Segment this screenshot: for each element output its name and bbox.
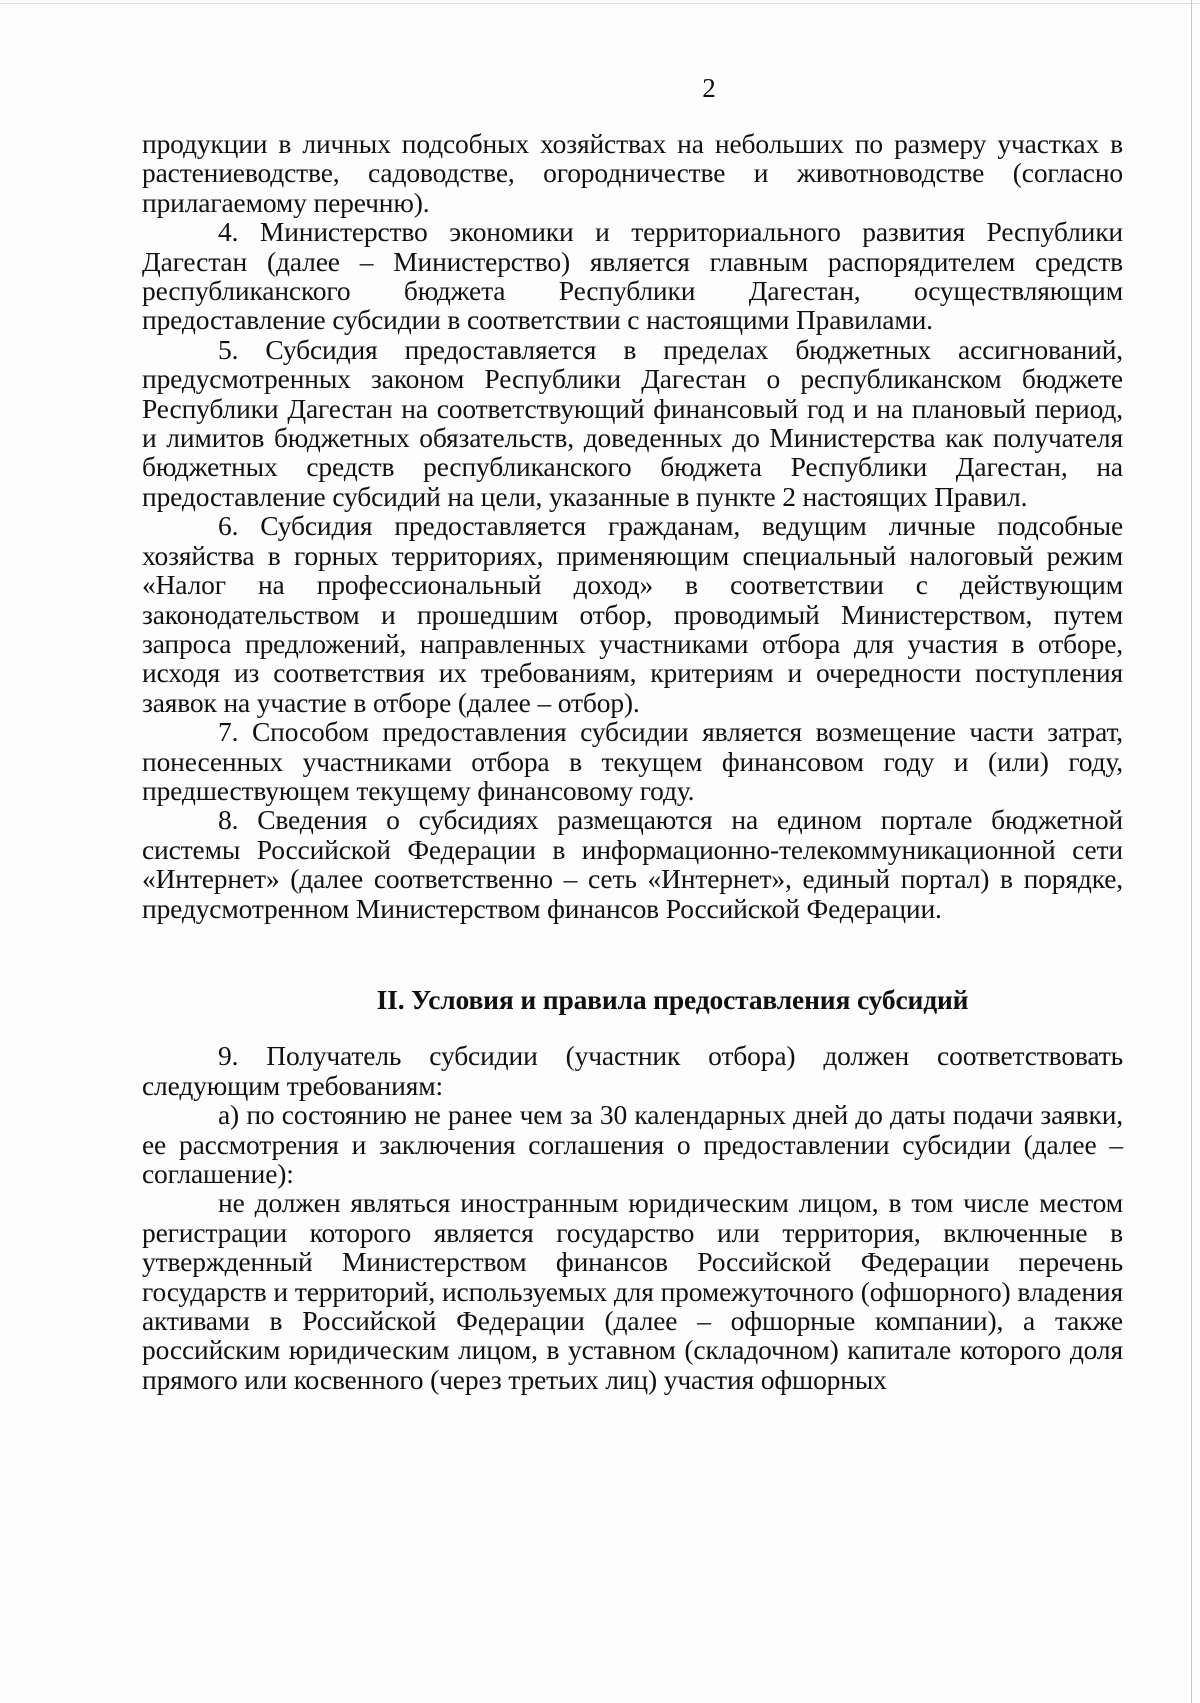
page-number: 2 (702, 73, 716, 103)
paragraph-9a-requirement: не должен являться иностранным юридическим лицом, в том числе местом регистрации которого является государство или территория, включенные в утвержденный Министерством финансов Российской Федерации перечень государств и территорий, используемых для промежуточного (офшорного) владения активами в Российской Федерации (далее – офшорные компании), а также российским юридическим лицом, в уставном (складочном) капитале которого доля прямого или косвенного (через третьих лиц) участия офшорных (142, 1187, 1123, 1395)
paragraph-6: 6. Субсидия предоставляется гражданам, ведущим личные подсобные хозяйства в горных территориях, применяющим специальный налоговый режим «Налог на профессиональный доход» в соответствии с действующим законодательством и прошедшим отбор, проводимый Министерством, путем запроса предложений, направленных участниками отбора для участия в отборе, исходя из соответствия их требованиям, критериям и очередности поступления заявок на участие в отборе (далее – отбор). (142, 510, 1123, 718)
document-body (142, 129, 1123, 1394)
paragraph-5: 5. Субсидия предоставляется в пределах бюджетных ассигнований, предусмотренных законом Республики Дагестан о республиканском бюджете Республики Дагестан на соответствующий финансовый год и на плановый период, и лимитов бюджетных обязательств, доведенных до Министерства как получателя бюджетных средств республиканского бюджета Республики Дагестан, на предоставление субсидий на цели, указанные в пункте 2 настоящих Правил. (142, 333, 1123, 512)
paragraph-continuation: продукции в личных подсобных хозяйствах на небольших по размеру участках в растениеводстве, садоводстве, огородничестве и животноводстве (согласно прилагаемому перечню). (142, 128, 1123, 218)
paragraph-7: 7. Способом предоставления субсидии является возмещение части затрат, понесенных участниками отбора в текущем финансовом году и (или) году, предшествующем текущему финансовому году. (142, 716, 1123, 806)
paragraph-4: 4. Министерство экономики и территориального развития Республики Дагестан (далее – Министерство) является главным распорядителем средств республиканского бюджета Республики Дагестан, осуществляющим предоставление субсидии в соответствии с настоящими Правилами. (142, 216, 1123, 336)
scan-edge-top (0, 3, 1200, 4)
paragraph-9: 9. Получатель субсидии (участник отбора) должен соответствовать следующим требованиям: (142, 1040, 1123, 1101)
section-heading: II. Условия и правила предоставления субсидий (376, 983, 969, 1015)
scan-edge-right (1191, 0, 1192, 1703)
paragraph-8: 8. Сведения о субсидиях размещаются на едином портале бюджетной системы Российской Федерации в информационно-телекоммуникационной сети «Интернет» (далее соответственно – сеть «Интернет», единый портал) в порядке, предусмотренном Министерством финансов Российской Федерации. (142, 804, 1123, 924)
paragraph-9a: а) по состоянию не ранее чем за 30 календарных дней до даты подачи заявки, ее рассмотрения и заключения соглашения о предоставлении субсидии (далее – соглашение): (142, 1099, 1123, 1189)
